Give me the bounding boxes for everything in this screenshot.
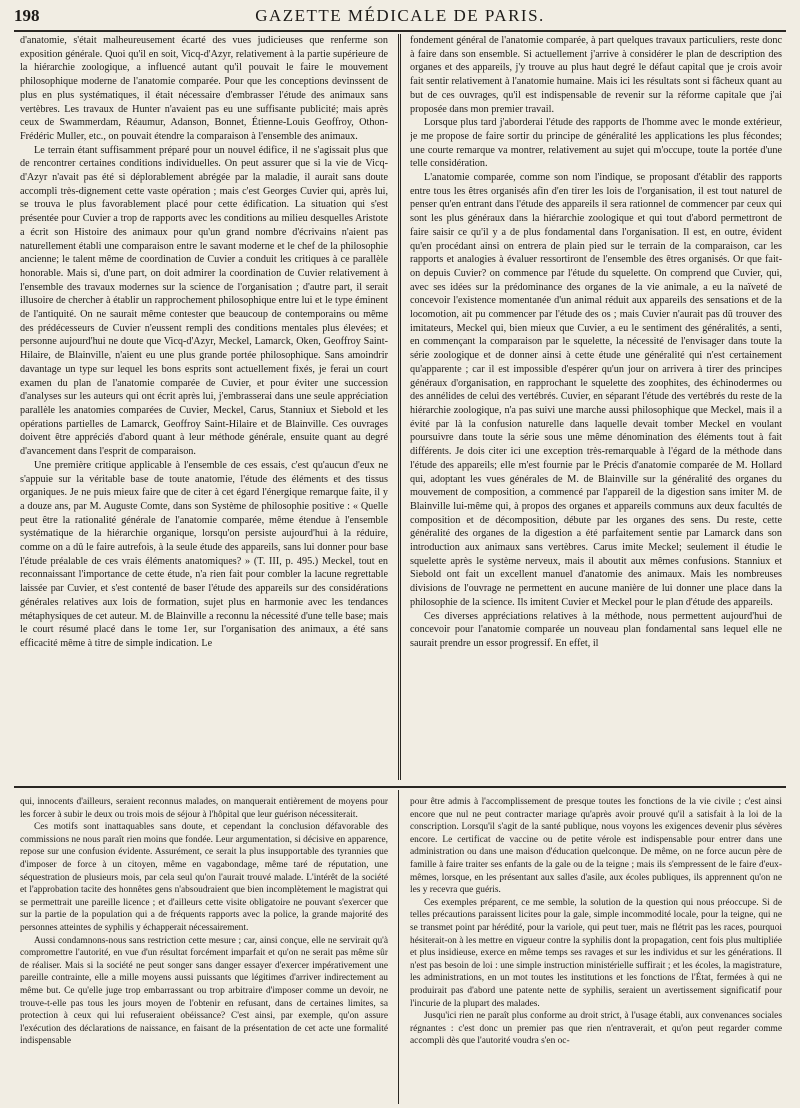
top-left-column — [20, 34, 388, 782]
paragraph: d'anatomie, s'était malheureusement écarté des vues judicieuses que renferme son exposition générale. Quoi qu'il en soit, Vicq-d'Azyr, relativement à la partie supérieure de la hiérarchie zoologique, a influencé autant qu'il pouvait le faire le mouvement philosophique moderne de l'anatomie comparée. Pour que les conceptions devinssent de plus en plus systématiques, il était nécessaire d'embrasser l'étude des animaux sans vertèbres. Les travaux de Hunter n'avaient pas eu une suffisante publicité; mais après ceux de Swammerdam, Réaumur, Adanson, Bonnet, Étienne-Louis Geoffroy, Othon-Frédéric Muller, etc., on pouvait étendre la comparaison à l'ensemble des animaux. — [20, 35, 388, 142]
paragraph: pour être admis à l'accomplissement de presque toutes les fonctions de la vie civile ; c'est ainsi encore que nul ne peut contracter mariage qu'après avoir prouvé qu'il a satisfait à la loi de la conscription. Lorsqu'il s'agit de la santé publique, nous voyons les exigences devenir plus sévères encore. Le certificat de vaccine ou de petite vérole est indispensable pour entrer dans une administration ou dans une maison d'éducation quelconque. De même, on ne force aucun père de famille à faire traiter ses enfants de la gale ou de la teigne ; mais ils s'empressent de le faire d'eux-mêmes, lorsque, en les présentant aux salles d'asile, aux écoles publiques, ils apprennent qu'on ne les y recevra que guéris. — [410, 797, 782, 896]
paragraph: Ces motifs sont inattaquables sans doute, et cependant la conclusion défavorable des commissions ne nous paraît rien moins que fondée. Leur argumentation, si décisive en apparence, repose sur une confusion évidente. Assurément, ce serait la plus insupportable des tyrannies que d'imposer de force à un citoyen, même en vagabondage, même taré de réputation, une séquestration de plusieurs mois, par cela seul qu'on l'aurait trouvé malade. L'intérêt de la société et l'approbation tacite des honnêtes gens n'absoudraient que bien incomplètement le magistrat qui se permettrait une pareille licence ; et d'ailleurs cette visite obligatoire ne pouvant s'exercer que sur la partie de la population qui a de fréquents rapports avec la police, la grande majorité des personnes atteintes de syphilis y échapperait nécessairement. — [20, 822, 388, 933]
paragraph: Ces exemples préparent, ce me semble, la solution de la question qui nous préoccupe. Si de telles précautions paraissent licites pour la gale, simple incommodité locale, pour la teigne, qui ne se transmet point par hérédité, pour la variole, qui peut tuer, mais ne flétrit pas les races, pourquoi hésiterait-on à les mettre en vigueur contre la syphilis dont la propagation, cent fois plus multipliée et plus insidieuse, exerce en même temps ses ravages et sur les individus et sur les générations. Il n'est pas besoin de loi : une simple instruction ministérielle suffirait ; et les écoles, la magistrature, les administrations, en un mot toutes les institutions et les fonctions de l'État, fermées à qui ne produirait pas d'abord une patente nette de syphilis, seraient un avertissement significatif pour l'incurie de la plupart des malades. — [410, 897, 782, 1009]
paragraph: Lorsque plus tard j'aborderai l'étude des rapports de l'homme avec le monde extérieur, je me propose de faire sortir du principe de généralité les applications les plus fécondes; une courte remarque va montrer, relativement au sujet qui m'occupe, toute la portée d'une telle considération. — [410, 117, 782, 170]
bottom-left-column — [20, 796, 388, 1102]
header-rule — [14, 30, 786, 32]
top-right-column — [410, 34, 782, 782]
page-number: 198 — [14, 6, 40, 25]
column-divider — [398, 790, 399, 1104]
column-divider — [398, 34, 401, 780]
paragraph: Aussi condamnons-nous sans restriction cette mesure ; car, ainsi conçue, elle ne servirait qu'à compromettre l'autorité, en vue d'un résultat forcément imparfait et qu'on ne serait pas même sûr de réaliser. Mais si la société ne peut songer sans danger essayer d'exercer impérativement une pareille contrainte, elle a mille moyens aussi puissants que légitimes d'arriver indirectement au même but. Ce qu'elle juge trop embarrassant ou trop arbitraire d'imposer comme un devoir, ne trouve-t-elle pas tous les jours moyen de l'obtenir en refusant, dans de certaines limites, sa protection à ceux qui lui refuseraient obéissance? C'est ainsi, par exemple, qu'on assure l'exécution des déclarations de naissance, en faisant de la présentation de cet acte une formalité indispensable — [20, 935, 388, 1047]
paragraph: Le terrain étant suffisamment préparé pour un nouvel édifice, il ne s'agissait plus que de rencontrer certaines conditions individuelles. On peut assurer que si la vie de Vicq-d'Azyr n'avait pas été si déplorablement abrégée par la maladie, il aurait sans doute accompli très-dignement cette vaste opération ; mais c'est Georges Cuvier qui, après lui, se trouva le plus favorablement placé pour cette édification. La situation qui s'est présentée pour Cuvier a trop de rapports avec les conditions au milieu desquelles Aristote a écrit son Histoire des animaux pour qu'un grand nombre d'écrivains n'aient pas naturellement établi une comparaison entre le savant moderne et le chef de la philosophie ancienne; le talent même de coordination de Cuvier a conduit les critiques à ce parallèle honorable. Mais si, d'une part, on doit admirer la coordination de Cuvier relativement à l'ensemble des travaux modernes sur la science de l'organisation ; d'autre part, il serait illusoire de chercher à établir un rapprochement philosophique entre lui et le type éminent de l'antiquité. On ne saurait même contester que beaucoup de contemporains ou même des prédécesseurs de Cuvier n'eussent rempli des conditions mentales plus élevées; et personne aujourd'hui ne doute que Vicq-d'Azyr, Meckel, Lamarck, Oken, Geoffroy Saint-Hilaire, de Blainville, n'aient eu une plus grande portée philosophique. Sans amoindrir davantage un type sur lequel les bons esprits sont actuellement fixés, je ferai un court examen du plan de l'anatomie comparée de Cuvier, et pour éviter une succession d'analyses sur les auteurs qui ont écrit après lui, j'embrasserai dans une seule appréciation parallèle les anatomies comparées de Cuvier, Meckel, Carus, Stanniux et Siebold et les opérations partielles de Lamarck, Geoffroy Saint-Hilaire et de Blainville. Ces ouvrages doivent être appréciés d'abord quant à leur méthode générale, ensuite quant au degré d'avancement dans l'esprit de comparaison. — [20, 144, 388, 458]
paragraph: fondement général de l'anatomie comparée, à part quelques travaux particuliers, reste donc à faire dans son ensemble. Si actuellement j'arrive à considérer le plan de description des organes et des appareils, j'y trouve au plus haut degré le défaut capital que je crois avoir fait sentir relativement à l'anatomie humaine. Mais ici les résultats sont si fâcheux quant au but de ces ouvrages, qu'il est indispensable de revenir sur la réforme capitale que j'ai proposée dans mon premier travail. — [410, 35, 782, 115]
paragraph: qui, innocents d'ailleurs, seraient reconnus malades, on manquerait entièrement de moyens pour les forcer à subir le deux ou trois mois de séjour à l'hôpital que leur guérison nécessiterait. — [20, 797, 388, 820]
paragraph: L'anatomie comparée, comme son nom l'indique, se proposant d'établir des rapports entre tous les êtres organisés afin d'en tirer les lois de l'organisation, il est tout naturel de penser qu'en entrant dans l'étude des appareils il sera rationnel de commencer par ceux qui sont les plus généraux dans la hiérarchie zoologique et qui tout d'abord permettront de faire saisir ce qu'il y a de plus fondamental dans l'organisation. Il est, en outre, évident qu'en procédant ainsi on entrera de plain pied sur le terrain de la comparaison, car les rapports et analogies à évaluer ressortiront de l'ensemble des êtres organisés. Or que fait-on depuis Cuvier? on commence par l'étude du squelette. On comprend que Cuvier, qui, avec ses idées sur la prédominance des organes de la vie animale, a eu la naïveté de concevoir l'existence momentanée d'un animal réduit aux appareils des sensations et de la locomotion, ait pu commencer par l'étude des os ; mais Cuvier n'aurait pas dû trouver des imitateurs, Meckel qui, bien mieux que Cuvier, a eu le sentiment des généralités, a senti, en commençant la comparaison par le squelette, la nécessité de l'envisager dans toute la série zoologique et de donner ainsi à cette étude une généralité qui n'est certainement qu'apparente ; car il est impossible d'espérer qu'un jour on arrivera à tirer des principes généraux d'organisation, en rapprochant le squelette des zoophites, des échinodermes ou des annélides de celui des vertébrés. Cuvier, en séparant l'étude des vertébrés du reste de la hiérarchie zoologique, n'a pas suivi une marche aussi philosophique que Meckel, mais il a évité par là la confusion naturelle dans laquelle devait tomber Meckel en voulant poursuivre dans toute la série sous une même dénomination des éléments tout à fait différents. Je dois citer ici une exception très-remarquable à l'égard de la méthode dans l'étude des appareils; elle m'est fournie par le Précis d'anatomie comparée de M. Hollard qui, adoptant les vues générales de M. de Blainville sur la généralité des organes du mouvement de composition, a commencé par l'appareil de la digestion sans imiter M. de Blainville lui-même qui, à propos des organes et appareils communs aux deux facultés de composition et de décomposition, débute par les organes des sens. Du reste, cette généralité des organes de la digestion a été parfaitement sentie par Lamarck dans son introduction aux animaux sans vertèbres. Carus imite Meckel; seulement il étudie le squelette après le système nerveux, mais il aboutit aux mêmes confusions. Stanniux et Siebold ont fait un excellent manuel d'anatomie des animaux. Mais les nombreuses divisions de l'ouvrage ne permettent en aucune manière de lui donner une place dans la philosophie de la science. Ils imitent Cuvier et Meckel pour le plan d'étude des appareils. — [410, 172, 782, 608]
section-divider — [14, 786, 786, 788]
journal-title: GAZETTE MÉDICALE DE PARIS. — [255, 6, 545, 25]
bottom-right-column — [410, 796, 782, 1102]
paragraph: Ces diverses appréciations relatives à la méthode, nous permettent aujourd'hui de concevoir pour l'anatomie comparée un nouveau plan fondamental sans lequel elle ne saurait prendre un essor progressif. En effet, il — [410, 610, 782, 649]
paragraph: Jusqu'ici rien ne paraît plus conforme au droit strict, à l'usage établi, aux convenances sociales régnantes : c'est donc un premier pas que rien n'entraverait, et qu'on peut regarder comme accompli dès que l'autorité voudra s'en oc- — [410, 1011, 782, 1047]
paragraph: Une première critique applicable à l'ensemble de ces essais, c'est qu'aucun d'eux ne s'appuie sur la véritable base de toute anatomie, l'étude des éléments et des tissus organiques. Je ne puis mieux faire que de citer à cet égard l'énergique remarque faite, il y a douze ans, par M. Auguste Comte, dans son Système de philosophie positive : « Quelle peut être la rationalité générale de l'anatomie comparée, même étendue à l'ensemble systématique de la hiérarchie organique, lorsqu'on persiste aujourd'hui à la réduire, comme on a dû le faire autrefois, à la seule étude des appareils, sans lui donner pour base l'étude préalable de ces vrais éléments anatomiques? » (T. III, p. 495.) Meckel, tout en reconnaissant l'importance de cette étude, n'a rien fait pour combler la lacune regrettable laissée par Cuvier, et s'est contenté de baser l'étude des appareils sur des considérations générales relatives aux lois de formation, sujet plus en harmonie avec les tendances métaphysiques de cet auteur. M. de Blainville a reconnu la nécessité d'une telle base; mais le court résumé placé dans le tome 1er, sur l'organisation des animaux, a été sans efficacité même à titre de simple indication. Le — [20, 459, 388, 649]
